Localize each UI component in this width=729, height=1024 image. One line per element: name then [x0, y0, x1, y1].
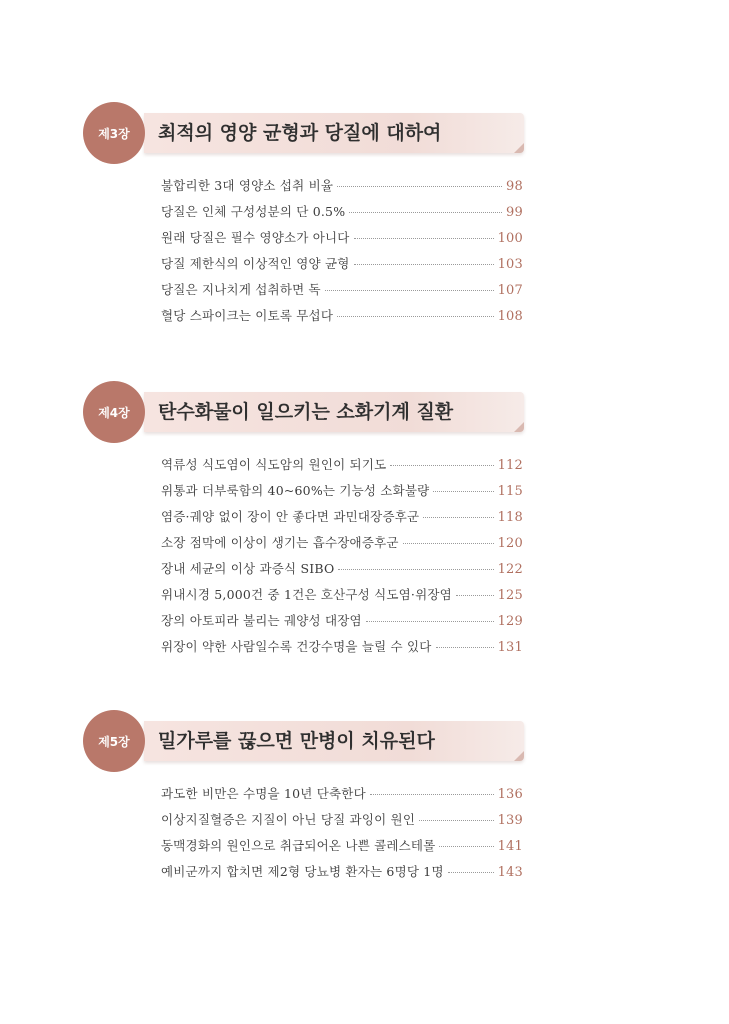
dot-leader: [366, 621, 494, 622]
toc-page-number: 100: [497, 231, 523, 246]
toc-entry[interactable]: [161, 862, 523, 888]
toc-page-number: 103: [497, 257, 523, 272]
chapter-title-banner: [144, 721, 524, 761]
toc-page-number: 108: [497, 309, 523, 324]
toc-page-number: 139: [497, 813, 523, 828]
chapter-header: [83, 381, 528, 443]
dot-leader: [423, 517, 493, 518]
toc-entry-title: 당질은 지나치게 섭취하면 독: [161, 282, 321, 297]
dot-leader: [338, 569, 493, 570]
toc-page-number: 129: [497, 614, 523, 629]
dot-leader: [337, 186, 502, 187]
chapter-title-banner: [144, 113, 524, 153]
toc-entry[interactable]: [161, 507, 523, 533]
toc-entry-title: 염증·궤양 없이 장이 안 좋다면 과민대장증후군: [161, 509, 420, 524]
chapter-title: 밀가루를 끊으면 만병이 치유된다: [158, 730, 435, 752]
toc-entry-title: 장의 아토피라 불리는 궤양성 대장염: [161, 613, 362, 628]
toc-entry-title: 역류성 식도염이 식도암의 원인이 되기도: [161, 457, 387, 472]
dot-leader: [354, 264, 494, 265]
chapter-title-banner: [144, 392, 524, 432]
dot-leader: [337, 316, 493, 317]
toc-entry[interactable]: [161, 176, 523, 202]
toc-entry[interactable]: [161, 585, 523, 611]
dot-leader: [354, 238, 494, 239]
dot-leader: [419, 820, 493, 821]
chapter-3-section: [83, 102, 528, 324]
toc-entry-title: 이상지질혈증은 지질이 아닌 당질 과잉이 원인: [161, 812, 416, 827]
toc-entry[interactable]: [161, 810, 523, 836]
chapter-badge: 제5장: [83, 710, 145, 772]
toc-entry[interactable]: [161, 784, 523, 810]
toc-page-number: 112: [497, 458, 523, 473]
dot-leader: [436, 647, 494, 648]
toc-page-number: 131: [497, 640, 523, 655]
toc-entry-title: 동맥경화의 원인으로 취급되어온 나쁜 콜레스테롤: [161, 838, 436, 853]
toc-page-number: 118: [497, 510, 523, 525]
toc-page-number: 141: [497, 839, 523, 854]
chapter-title: 최적의 영양 균형과 당질에 대하여: [158, 122, 442, 144]
chapter-header: [83, 710, 528, 772]
toc-list: [161, 784, 523, 888]
toc-entry-title: 장내 세균의 이상 과증식 SIBO: [161, 561, 335, 576]
toc-list: [161, 455, 523, 663]
chapter-badge: 제3장: [83, 102, 145, 164]
toc-entry-title: 당질 제한식의 이상적인 영양 균형: [161, 256, 350, 271]
dot-leader: [448, 872, 494, 873]
toc-entry[interactable]: [161, 836, 523, 862]
toc-page-number: 99: [506, 205, 523, 220]
toc-page-number: 122: [497, 562, 523, 577]
toc-page-number: 115: [497, 484, 523, 499]
toc-entry-title: 위통과 더부룩함의 40~60%는 기능성 소화불량: [161, 483, 430, 498]
dot-leader: [433, 491, 493, 492]
toc-entry-title: 원래 당질은 필수 영양소가 아니다: [161, 230, 350, 245]
toc-entry[interactable]: [161, 254, 523, 280]
toc-entry-title: 불합리한 3대 영양소 섭취 비율: [161, 178, 334, 193]
chapter-header: [83, 102, 528, 164]
toc-entry-title: 예비군까지 합치면 제2형 당뇨병 환자는 6명당 1명: [161, 864, 444, 879]
toc-entry-title: 과도한 비만은 수명을 10년 단축한다: [161, 786, 366, 801]
toc-entry[interactable]: [161, 455, 523, 481]
dot-leader: [456, 595, 494, 596]
toc-page-number: 120: [497, 536, 523, 551]
toc-entry[interactable]: [161, 280, 523, 306]
toc-entry-title: 소장 점막에 이상이 생기는 흡수장애증후군: [161, 535, 399, 550]
dot-leader: [325, 290, 494, 291]
toc-entry[interactable]: [161, 637, 523, 663]
toc-page-number: 125: [497, 588, 523, 603]
dot-leader: [349, 212, 502, 213]
chapter-5-section: [83, 710, 528, 880]
toc-page-number: 143: [497, 865, 523, 880]
dot-leader: [403, 543, 494, 544]
toc-entry[interactable]: [161, 481, 523, 507]
dot-leader: [439, 846, 493, 847]
toc-list: [161, 176, 523, 332]
toc-entry[interactable]: [161, 306, 523, 332]
toc-entry[interactable]: [161, 533, 523, 559]
toc-page-number: 136: [497, 787, 523, 802]
dot-leader: [370, 794, 494, 795]
chapter-4-section: [83, 381, 528, 655]
toc-entry[interactable]: [161, 202, 523, 228]
toc-page-number: 98: [506, 179, 523, 194]
toc-entry[interactable]: [161, 228, 523, 254]
toc-entry[interactable]: [161, 559, 523, 585]
toc-page-number: 107: [497, 283, 523, 298]
chapter-title: 탄수화물이 일으키는 소화기계 질환: [158, 401, 454, 423]
chapter-badge: 제4장: [83, 381, 145, 443]
toc-entry-title: 위장이 약한 사람일수록 건강수명을 늘릴 수 있다: [161, 639, 432, 654]
toc-entry-title: 당질은 인체 구성성분의 단 0.5%: [161, 204, 346, 219]
toc-entry[interactable]: [161, 611, 523, 637]
toc-entry-title: 혈당 스파이크는 이토록 무섭다: [161, 308, 334, 323]
dot-leader: [390, 465, 493, 466]
toc-entry-title: 위내시경 5,000건 중 1건은 호산구성 식도염·위장염: [161, 587, 452, 602]
